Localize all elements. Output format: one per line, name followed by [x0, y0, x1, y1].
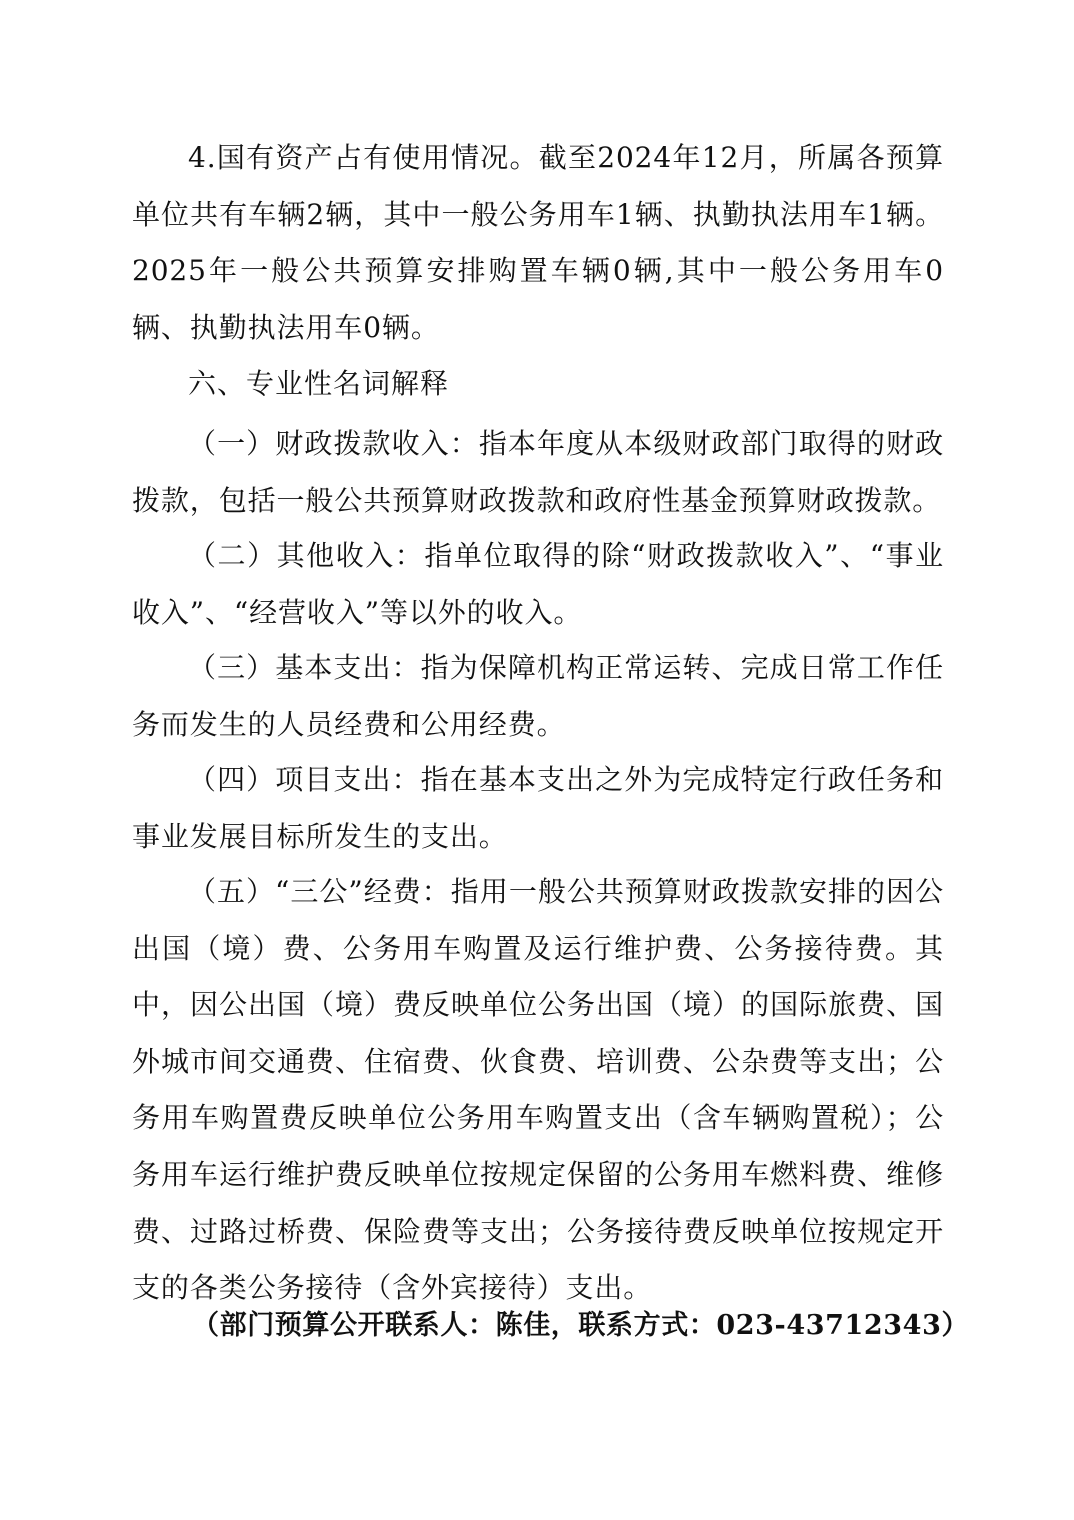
section-six-heading: 六、专业性名词解释 — [188, 367, 450, 400]
term-fiscal-appropriation-paragraph: （一）财政拨款收入：指本年度从本级财政部门取得的财政拨款，包括一般公共预算财政拨款和政府性基金预算财政拨款。 — [132, 427, 944, 517]
term-other-income-paragraph: （二）其他收入：指单位取得的除“财政拨款收入”、“事业收入”、“经营收入”等以外的收入。 — [132, 539, 944, 629]
term-project-expenditure-paragraph: （四）项目支出：指在基本支出之外为完成特定行政任务和事业发展目标所发生的支出。 — [132, 763, 944, 853]
term-three-public-funds-paragraph: （五）“三公”经费：指用一般公共预算财政拨款安排的因公出国（境）费、公务用车购置及运行维护费、公务接待费。其中，因公出国（境）费反映单位公务出国（境）的国际旅费、国外城市间交通费、住宿费、伙食费、培训费、公杂费等支出；公务用车购置费反映单位公务用车购置支出（含车辆购置税）；公务用车运行维护费反映单位按规定保留的公务用车燃料费、维修费、过路过桥费、保险费等支出；公务接待费反映单位按规定开支的各类公务接待（含外宾接待）支出。 — [132, 875, 944, 1305]
asset-usage-paragraph: 4.国有资产占有使用情况。截至2024年12月，所属各预算单位共有车辆2辆，其中一般公务用车1辆、执勤执法用车1辆。2025年一般公共预算安排购置车辆0辆,其中一般公务用车0辆、执勤执法用车0辆。 — [132, 141, 944, 344]
contact-info-line: （部门预算公开联系人：陈佳，联系方式：023-43712343） — [192, 1310, 970, 1341]
term-basic-expenditure-paragraph: （三）基本支出：指为保障机构正常运转、完成日常工作任务而发生的人员经费和公用经费。 — [132, 651, 944, 741]
